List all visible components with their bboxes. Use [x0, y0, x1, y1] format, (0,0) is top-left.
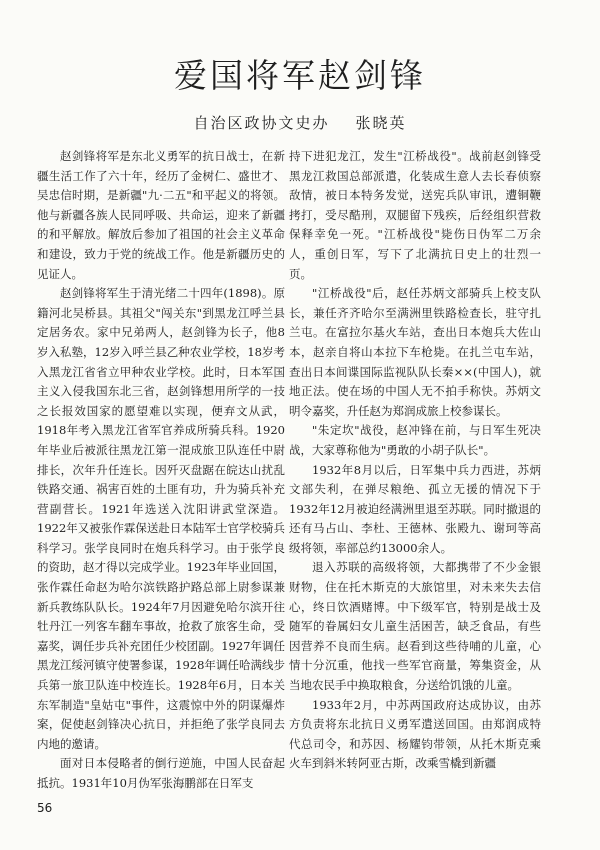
paragraph: 赵剑锋将军是东北义勇军的抗日战士，在新疆生活工作了六十年，经历了金树仁、盛世才、吴忠信时期，是新疆"九·二五"和平起义的将领。他与新疆各族人民同呼吸、共命运，迎来了新疆的和平解放。解放后参加了祖国的社会主义革命和建设，致力于党的统战工作。他是新疆历史的见证人。 — [37, 149, 285, 281]
article-title: 爱国将军赵剑锋 — [174, 56, 426, 95]
paragraph: 面对日本侵略者的倒行逆施，中国人民奋起抵抗。1931年10月伪军张海鹏部在日军支 — [37, 756, 285, 790]
author-organization: 自治区政协文史办 — [193, 114, 330, 132]
byline — [0, 112, 600, 133]
page-number: 56 — [37, 801, 53, 815]
paragraph: "江桥战役"后，赵任苏炳文部骑兵上校支队长，兼任齐齐哈尔至满洲里铁路检查长，驻守扎兰屯。在富拉尔基火车站，查出日本炮兵大佐山本，赵亲自将山本拉下车枪毙。在扎兰屯车站，查出日本间谍国际监视队队长秦××(中国人)，就地正法。使在场的中国人无不拍手称快。苏炳文明令嘉奖，升任赵为郑润成旅上校参谋长。 — [289, 286, 541, 418]
paragraph-continued: 持下进犯龙江，发生"江桥战役"。战前赵剑锋受黑龙江救国总部派遣，化装成生意人去长春侦察敌情，被日本特务发觉，送宪兵队审讯，遭铜鞭拷打，受尽酷刑，双腿留下残疾，后经组织营救保释幸免一死。"江桥战役"毙伤日伪军二万余人，重创日军，写下了北满抗日史上的壮烈一页。 — [289, 149, 541, 281]
paragraph: "朱定坎"战役，赵冲锋在前，与日军生死决战，大家尊称他为"勇敢的小胡子队长"。 — [289, 423, 541, 457]
right-column — [289, 147, 541, 774]
paragraph: 退入苏联的高级将领，大都携带了不少金银财物，住在托木斯克的大旅馆里，对未来失去信心，终日饮酒赌博。中下级军官，特别是战士及随军的眷属妇女儿童生活困苦，缺乏食品，有些因营养不良而生病。赵看到这些待哺的儿童，心情十分沉重，他找一些军官商量，筹集资金，从当地农民手中换取粮食，分送给饥饿的儿童。 — [289, 560, 541, 693]
left-column — [37, 147, 285, 794]
paragraph: 1933年2月，中苏两国政府达成协议，由苏方负责将东北抗日义勇军遣送回国。由郑润成特代总司令，和苏因、杨耀钧带领，从托木斯克乘火车到斜米转阿亚古斯，改乘雪橇到新疆 — [289, 697, 541, 771]
paragraph: 赵剑锋将军生于清光绪二十四年(1898)。原籍河北吴桥县。其祖父"闯关东"到黑龙江呼兰县定居务农。家中兄弟两人，赵剑锋为长子，他8岁入私塾，12岁入呼兰县乙种农业学校，18岁考入黑龙江省省立甲种农业学校。此时，日本军国主义入侵我国东北三省，赵剑锋想用所学的一技之长报效国家的愿望难以实现，便弃文从武，1918年考入黑龙江省军官养成所骑兵科。1920年毕业后被派往黑龙江第一混成旅卫队连任中尉排长，次年升任连长。因歼灭盘踞在皖达山扰乱铁路交通、祸害百姓的土匪有功，升为骑兵补充营副营长。1921年选送入沈阳讲武堂深造。1922年又被张作霖保送赴日本陆军士官学校骑兵科学习。张学良同时在炮兵科学习。由于张学良的资助，赵才得以完成学业。1923年毕业回国，张作霖任命赵为哈尔滨铁路护路总部上尉参谋兼新兵教练队队长。1924年7月因避免哈尔滨开往牡丹江一列客车翻车事故，抢救了旅客生命，受嘉奖，调任步兵补充团任少校团副。1927年调任黑龙江绥河镇守使署参谋，1928年调任哈满线步兵第一旅卫队连中校连长。1928年6月，日本关东军制造"皇姑屯"事件，这震惊中外的阴谋爆炸案，促使赵剑锋决心抗日，并拒绝了张学良同去内地的邀请。 — [37, 286, 285, 751]
author-name: 张晓英 — [355, 114, 407, 132]
paragraph: 1932年8月以后，日军集中兵力西进，苏炳文部失利，在弹尽粮绝、孤立无援的情况下于1932年12月被迫经满洲里退至苏联。同时撤退的还有马占山、李杜、王德林、张殿九、谢珂等高级将领，率部总约13000余人。 — [289, 462, 541, 555]
